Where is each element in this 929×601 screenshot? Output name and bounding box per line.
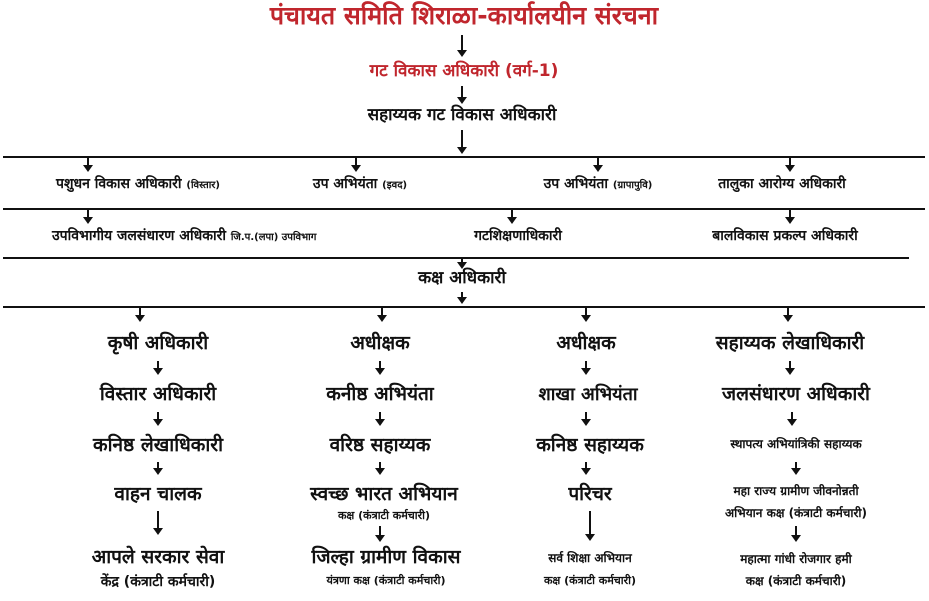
- arrow-down-icon: [507, 210, 517, 224]
- arrow-down-icon: [581, 462, 591, 475]
- col2-level5-sublabel: यंत्रणा कक्ष (कंत्राटी कर्मचारी): [326, 574, 446, 587]
- arrow-down-icon: [787, 412, 797, 426]
- col1-level3-node: कनिष्ठ लेखाधिकारी: [92, 434, 224, 456]
- col1-level5-sublabel: केंद्र (कंत्राटी कर्मचारी): [100, 574, 216, 590]
- node-sublabel: (विस्तार): [186, 180, 220, 191]
- arrow-down-icon: [375, 462, 385, 475]
- col4-level5-node: महात्मा गांधी रोजगार हमी: [740, 552, 852, 566]
- divider-line: [3, 257, 909, 259]
- arrow-down-icon: [581, 361, 591, 375]
- col4-level3-node: स्थापत्य अभियांत्रिकी सहाय्यक: [730, 437, 862, 451]
- arrow-down-icon: [83, 210, 93, 224]
- col3-level3-node: कनिष्ठ सहाय्यक: [536, 434, 644, 456]
- arrow-down-icon: [785, 158, 795, 172]
- col1-level4-node: वाहन चालक: [114, 483, 202, 505]
- taluka-health-officer-node: तालुका आरोग्य अधिकारी: [718, 176, 846, 192]
- arrow-down-icon: [377, 308, 387, 322]
- col4-level1-node: सहाय्यक लेखाधिकारी: [715, 332, 865, 354]
- arrow-down-icon: [457, 130, 467, 154]
- node-label: उपविभागीय जलसंधारण अधिकारी: [52, 228, 226, 244]
- col3-level1-node: अधीक्षक: [556, 332, 616, 354]
- col1-level1-node: कृषी अधिकारी: [107, 332, 209, 354]
- arrow-down-icon: [785, 361, 795, 375]
- arrow-down-icon: [153, 361, 163, 375]
- col2-level3-node: वरिष्ठ सहाय्यक: [329, 434, 431, 456]
- arrow-down-icon: [581, 308, 591, 322]
- arrow-down-icon: [585, 511, 595, 541]
- arrow-down-icon: [375, 412, 385, 426]
- deputy-engineer-grapapuvi-node: [544, 176, 653, 192]
- deputy-engineer-ivad-node: [313, 176, 407, 192]
- arrow-down-icon: [457, 86, 467, 104]
- arrow-down-icon: [375, 361, 385, 375]
- node-sublabel: जि.प.(लपा) उपविभाग: [230, 232, 317, 243]
- arrow-down-icon: [785, 210, 795, 224]
- col3-level2-node: शाखा अभियंता: [538, 384, 638, 405]
- arrow-down-icon: [135, 308, 145, 322]
- chart-title: पंचायत समिति शिराळा-कार्यालयीन संरचना: [269, 1, 659, 30]
- arrow-down-icon: [153, 462, 163, 475]
- block-education-officer-node: गटशिक्षणाधिकारी: [474, 228, 562, 244]
- arrow-down-icon: [351, 158, 361, 172]
- subdivisional-water-officer-node: [52, 228, 316, 244]
- arrow-down-icon: [457, 35, 467, 57]
- col4-level4-node: महा राज्य ग्रामीण जीवनोन्नती: [733, 484, 859, 498]
- section-officer-node: कक्ष अधिकारी: [418, 268, 506, 288]
- node-label: पशुधन विकास अधिकारी: [56, 176, 182, 192]
- col2-level4-node: स्वच्छ भारत अभियान: [310, 483, 458, 505]
- arrow-down-icon: [783, 308, 793, 322]
- arrow-down-icon: [581, 412, 591, 426]
- col1-level5-node: आपले सरकार सेवा: [91, 546, 225, 568]
- node-sublabel: (इवद): [382, 180, 408, 191]
- arrow-down-icon: [791, 526, 801, 542]
- node-sublabel: (ग्रापापुवि): [612, 180, 653, 191]
- arrow-down-icon: [375, 526, 385, 542]
- col2-level5-node: जिल्हा ग्रामीण विकास: [311, 546, 461, 568]
- abdo-node: सहाय्यक गट विकास अधिकारी: [367, 105, 557, 125]
- col4-level2-node: जलसंधारण अधिकारी: [722, 383, 870, 405]
- node-label: उप अभियंता: [312, 176, 378, 192]
- node-label: उप अभियंता: [543, 176, 609, 192]
- arrow-down-icon: [593, 158, 603, 172]
- arrow-down-icon: [153, 412, 163, 426]
- col1-level2-node: विस्तार अधिकारी: [99, 383, 217, 405]
- arrow-down-icon: [83, 158, 93, 172]
- bdo-node: गट विकास अधिकारी (वर्ग-1): [369, 61, 559, 81]
- col2-level4-sublabel: कक्ष (कंत्राटी कर्मचारी): [337, 509, 431, 522]
- col3-level5-node: सर्व शिक्षा अभियान: [548, 551, 632, 565]
- livestock-officer-node: [56, 176, 220, 192]
- col2-level1-node: अधीक्षक: [350, 332, 410, 354]
- child-development-officer-node: बालविकास प्रकल्प अधिकारी: [712, 228, 858, 244]
- col2-level2-node: कनीष्ठ अभियंता: [326, 383, 434, 405]
- arrow-down-icon: [457, 292, 467, 304]
- col3-level5-sublabel: कक्ष (कंत्राटी कर्मचारी): [543, 574, 637, 587]
- col4-level4-sublabel: अभियान कक्ष (कंत्राटी कर्मचारी): [724, 506, 868, 520]
- col3-level4-node: परिचर: [568, 483, 612, 505]
- arrow-down-icon: [791, 462, 801, 475]
- col4-level5-sublabel: कक्ष (कंत्राटी कर्मचारी): [745, 574, 847, 588]
- arrow-down-icon: [153, 511, 163, 535]
